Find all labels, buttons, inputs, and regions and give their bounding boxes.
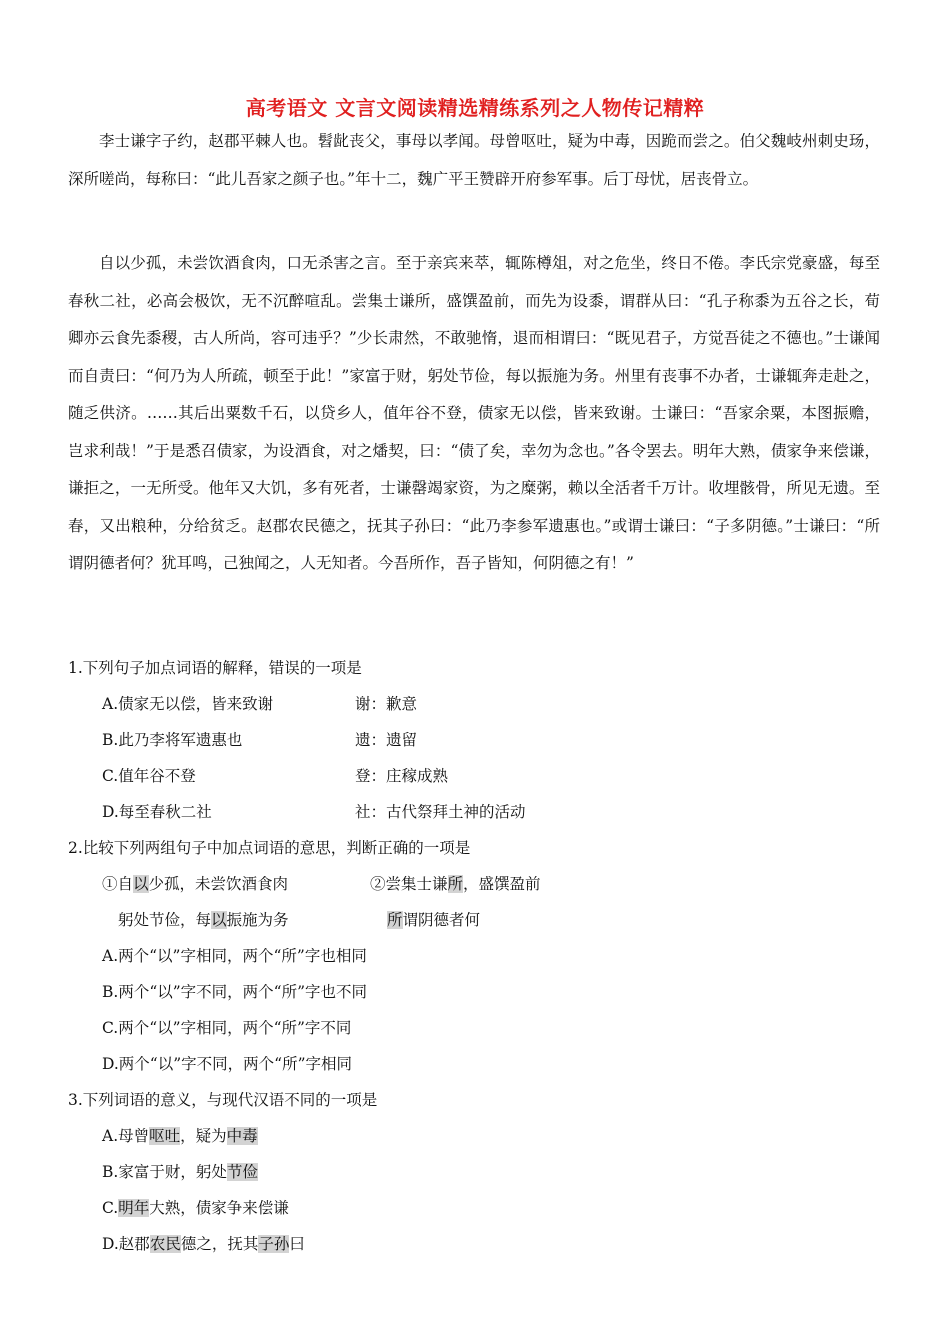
text-segment: C. <box>102 1199 119 1217</box>
text-segment: 躬处节俭，每 <box>118 911 212 929</box>
q2-group1-sentence2 <box>118 908 289 930</box>
q1-option-b: B.此乃李将军遗惠也 <box>102 731 243 749</box>
text-segment: 德之，抚其 <box>180 1235 259 1253</box>
q1-option-b-explanation: 遗：遗留 <box>355 731 418 749</box>
text-segment: 谓阴德者何 <box>402 911 481 929</box>
highlighted-word: 明年 <box>118 1199 150 1217</box>
q1-option-d-explanation: 社：古代祭拜土神的活动 <box>355 803 526 821</box>
q2-option-d: D.两个“以”字不同，两个“所”字相同 <box>102 1055 352 1073</box>
q2-option-b: B.两个“以”字不同，两个“所”字也不同 <box>102 983 368 1001</box>
highlighted-word: 中毒 <box>226 1127 258 1145</box>
q3-option-a <box>102 1124 258 1146</box>
q2-group2-sentence2 <box>387 908 480 930</box>
q3-option-b <box>102 1160 258 1182</box>
text-segment: ，疑为 <box>180 1127 227 1145</box>
q1-option-d: D.每至春秋二社 <box>102 803 212 821</box>
q2-group1-sentence1 <box>102 872 288 894</box>
q1-option-c: C.值年谷不登 <box>102 767 196 785</box>
text-segment: 少孤，未尝饮酒食肉 <box>148 875 289 893</box>
text-segment: ，盛馔盈前 <box>463 875 541 893</box>
dotted-word: 所 <box>387 911 403 929</box>
q3-option-c <box>102 1196 289 1218</box>
dotted-word: 所 <box>447 875 464 893</box>
highlighted-word: 农民 <box>149 1235 181 1253</box>
text-segment: 大熟，债家争来偿谦 <box>149 1199 289 1217</box>
q1-option-a: A.债家无以偿，皆来致谢 <box>102 695 274 713</box>
text-segment: ②尝集士谦 <box>370 875 448 893</box>
dotted-word: 以 <box>211 911 227 929</box>
highlighted-word: 呕吐 <box>149 1127 181 1145</box>
q2-option-a: A.两个“以”字相同，两个“所”字也相同 <box>102 947 367 965</box>
text-segment: 振施为务 <box>226 911 289 929</box>
dotted-word: 以 <box>133 875 149 893</box>
passage-paragraph-2: 自以少孤，未尝饮酒食肉，口无杀害之言。至于亲宾来萃，辄陈樽俎，对之危坐，终日不倦。李氏宗党豪盛，每至春秋二社，必高会极饮，无不沉醉喧乱。尝集士谦所，盛馔盈前，而先为设黍，谓群从曰：“孔子称黍为五谷之长，荀卿亦云食先黍稷，古人所尚，容可违乎？”少长肃然，不敢驰惰，退而相谓曰：“既见君子，方觉吾徒之不德也。”士谦闻而自责曰：“何乃为人所疏，顿至于此！”家富于财，躬处节俭，每以振施为务。州里有丧事不办者，士谦辄奔走赴之，随乏供济。……其后出粟数千石，以贷乡人，值年谷不登，债家无以偿，皆来致谢。士谦曰：“吾家余粟，本图振赡，岂求利哉！”于是悉召债家，为设酒食，对之燔契，曰：“债了矣，幸勿为念也。”各令罢去。明年大熟，债家争来偿谦，谦拒之，一无所受。他年又大饥，多有死者，士谦罄竭家资，为之糜粥，赖以全活者千万计。收埋骸骨，所见无遗。至春，又出粮种，分给贫乏。赵郡农民德之，抚其子孙曰：“此乃李参军遗惠也。”或谓士谦曰：“子多阴德。”士谦曰：“所谓阴德者何？犹耳鸣，己独闻之，人无知者。今吾所作，吾子皆知，何阴德之有！” <box>68 254 880 572</box>
q3-option-d <box>102 1232 305 1254</box>
document-title: 高考语文 文言文阅读精选精练系列之人物传记精粹 <box>245 96 705 120</box>
highlighted-word: 子孙 <box>258 1235 290 1253</box>
question-2-stem: 2.比较下列两组句子中加点词语的意思，判断正确的一项是 <box>68 839 471 857</box>
text-segment: ①自 <box>102 875 134 893</box>
passage-paragraph-1: 李士谦字子约，赵郡平棘人也。髫龀丧父，事母以孝闻。母曾呕吐，疑为中毒，因跪而尝之。伯父魏岐州刺史玚，深所嗟尚，每称曰：“此儿吾家之颜子也。”年十二，魏广平王赞辟开府参军事。后丁母忧，居丧骨立。 <box>68 132 880 188</box>
q1-option-a-explanation: 谢：歉意 <box>355 695 418 713</box>
text-segment: A.母曾 <box>102 1127 150 1145</box>
q1-option-c-explanation: 登：庄稼成熟 <box>355 767 449 785</box>
question-1-stem: 1.下列句子加点词语的解释，错误的一项是 <box>68 659 362 677</box>
text-segment: 曰 <box>289 1235 305 1253</box>
text-segment: D.赵郡 <box>102 1235 150 1253</box>
q2-option-c: C.两个“以”字相同，两个“所”字不同 <box>102 1019 352 1037</box>
q2-group2-sentence1 <box>370 872 541 894</box>
highlighted-word: 节俭 <box>226 1163 258 1181</box>
text-segment: B.家富于财，躬处 <box>102 1163 227 1181</box>
question-3-stem: 3.下列词语的意义，与现代汉语不同的一项是 <box>68 1091 378 1109</box>
